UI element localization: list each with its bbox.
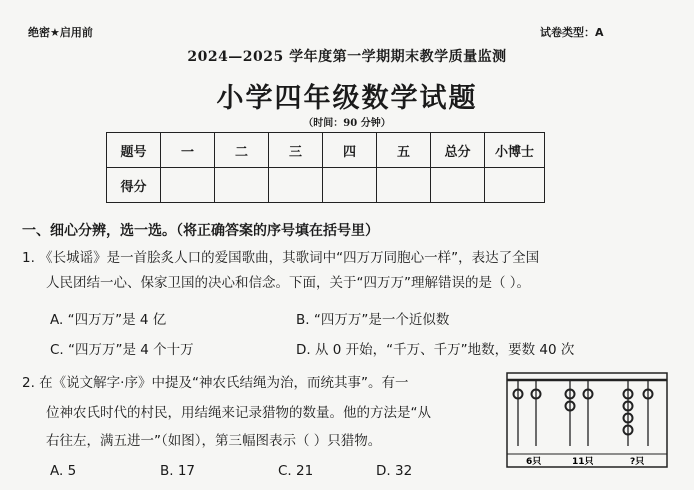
score-cell: 四: [323, 133, 377, 168]
score-cell: 三: [269, 133, 323, 168]
score-input-cell[interactable]: [431, 168, 485, 203]
q1-option-a[interactable]: A. “四万万”是 4 亿: [50, 312, 167, 328]
q2-line1: 2. 在《说文解字·序》中提及“神农氏结绳为治，而统其事”。有一: [22, 375, 409, 391]
q2-line2: 位神农氏时代的村民，用结绳来记录猎物的数量。他的方法是“从: [46, 405, 431, 421]
q1-option-b[interactable]: B. “四万万”是一个近似数: [296, 312, 450, 328]
score-cell: 一: [161, 133, 215, 168]
paper-type: 试卷类型：A: [540, 26, 604, 39]
score-cell: 二: [215, 133, 269, 168]
score-table: [106, 132, 545, 203]
score-input-cell[interactable]: [161, 168, 215, 203]
page-title: 小学四年级数学试题: [216, 83, 478, 114]
section-heading: 一、细心分辨，选一选。（将正确答案的序号填在括号里）: [22, 223, 379, 239]
score-cell: 题号: [107, 133, 161, 168]
score-input-cell[interactable]: [485, 168, 545, 203]
score-row-label: 得分: [107, 168, 161, 203]
q2-line3: 右往左，满五进一”（如图），第三幅图表示（ ）只猎物。: [46, 433, 382, 449]
q1-line1: 1. 《长城谣》是一首脍炙人口的爱国歌曲，其歌词中“四万万同胞心一样”，表达了全国: [22, 250, 540, 266]
score-input-cell[interactable]: [377, 168, 431, 203]
q2-option-a[interactable]: A. 5: [50, 463, 77, 479]
figure-label-1: 6只: [526, 457, 542, 467]
score-input-cell[interactable]: [323, 168, 377, 203]
figure-frame: [507, 373, 667, 467]
q2-option-d[interactable]: D. 32: [376, 463, 413, 479]
q2-option-c[interactable]: C. 21: [278, 463, 314, 479]
q1-option-d[interactable]: D. 从 0 开始，“千万、千万”地数，要数 40 次: [296, 342, 575, 358]
secret-label: 绝密★启用前: [28, 26, 93, 39]
score-cell: 小博士: [485, 133, 545, 168]
score-input-cell[interactable]: [269, 168, 323, 203]
score-input-cell[interactable]: [215, 168, 269, 203]
figure-label-2: 11只: [572, 457, 594, 467]
q1-line2: 人民团结一心、保家卫国的决心和信念。下面，关于“四万万”理解错误的是（ ）。: [46, 275, 531, 291]
q1-option-c[interactable]: C. “四万万”是 4 个十万: [50, 342, 194, 358]
score-table-header-row: [107, 133, 545, 168]
score-cell: 五: [377, 133, 431, 168]
q2-option-b[interactable]: B. 17: [160, 463, 196, 479]
figure-label-3: ?只: [630, 457, 645, 467]
knot-rope-figure: [506, 372, 668, 468]
score-cell: 总分: [431, 133, 485, 168]
exam-subtitle: 2024—2025 学年度第一学期期末教学质量监测: [187, 49, 507, 65]
time-note: （时间：90 分钟）: [303, 118, 391, 129]
score-table-score-row: [107, 168, 545, 203]
